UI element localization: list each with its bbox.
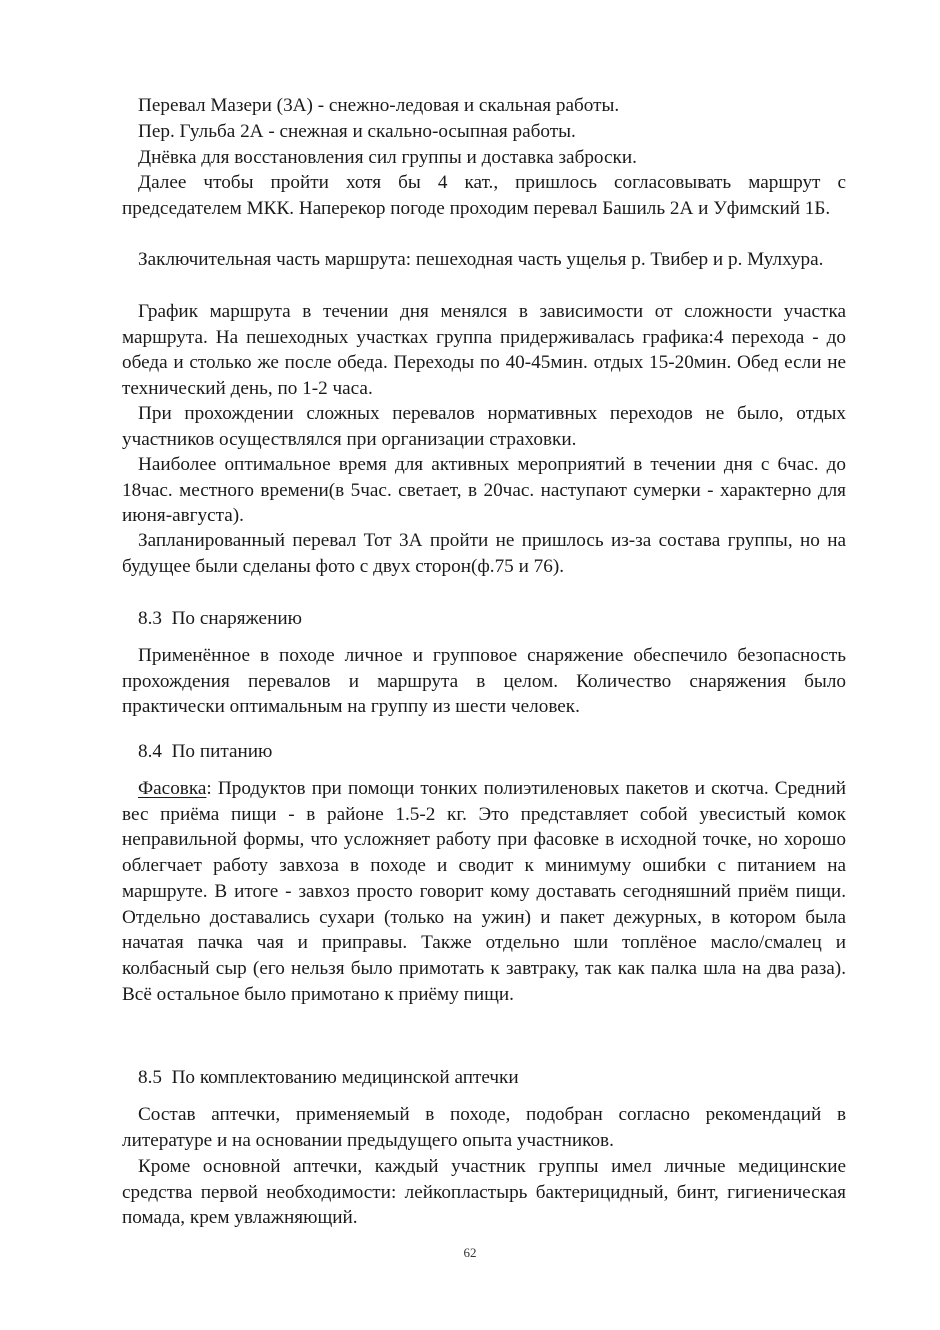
paragraph-mazeri-pass: Перевал Мазери (3А) - снежно-ледовая и скальная работы.	[138, 95, 620, 116]
paragraph-final-route-part: Заключительная часть маршрута: пешеходная часть ущелья р. Твибер и р. Мулхура.	[138, 249, 824, 270]
paragraph-food-packing	[122, 776, 846, 1007]
paragraph-rest-day: Днёвка для восстановления сил группы и доставка заброски.	[138, 147, 637, 168]
packing-text: : Продуктов при помощи тонких полиэтиленовых пакетов и скотча. Средний вес приёма пищи - в районе 1.5-2 кг. Это представляет собой увесистый комок неправильной формы, что усложняет работу при фасовке в исходной точке, но хорошо облегчает работу завхоза в походе и сводит к минимуму ошибки с питанием на маршруте. В итоге - завхоз просто говорит кому доставать сегодняшний приём пищи. Отдельно доставались сухари (только на ужин) и пакет дежурных, в котором была начатая пачка чая и приправы. Также отдельно шли топлёное масло/смалец и колбасный сыр (его нельзя было примотать к завтраку, так как палка шла на два раза). Всё остальное было примотано к приёму пищи.	[122, 778, 846, 1005]
paragraph-mkk-approval: Далее чтобы пройти хотя бы 4 кат., пришлось согласовывать маршрут с председателем МКК. Наперекор погоде проходим перевал Башиль 2А и Уфимский 1Б.	[122, 172, 846, 219]
section-heading-equipment: 8.3 По снаряжению	[138, 608, 302, 629]
section-heading-food: 8.4 По питанию	[138, 741, 273, 762]
paragraph-tot-pass: Запланированный перевал Тот 3А пройти не пришлось из-за состава группы, но на будущее были сделаны фото с двух сторон(ф.75 и 76).	[122, 530, 846, 577]
paragraph-route-schedule: График маршрута в течении дня менялся в зависимости от сложности участка маршрута. На пешеходных участках группа придерживалась графика:4 перехода - до обеда и столько же после обеда. Переходы по 40-45мин. отдых 15-20мин. Обед если не технический день, по 1-2 часа.	[122, 301, 846, 400]
paragraph-equipment: Применённое в походе личное и групповое снаряжение обеспечило безопасность прохождения перевалов и маршрута в целом. Количество снаряжения было практически оптимальным на группу из шести человек.	[122, 645, 846, 718]
page-number: 62	[463, 1245, 477, 1260]
section-heading-first-aid: 8.5 По комплектованию медицинской аптечки	[138, 1067, 519, 1088]
paragraph-difficult-passes: При прохождении сложных перевалов нормативных переходов не было, отдых участников осуществлялся при организации страховки.	[122, 403, 846, 450]
paragraph-first-aid-composition: Состав аптечки, применяемый в походе, подобран согласно рекомендаций в литературе и на основании предыдущего опыта участников.	[122, 1104, 846, 1151]
packing-term: Фасовка	[138, 778, 207, 799]
paragraph-personal-medical-kits: Кроме основной аптечки, каждый участник группы имел личные медицинские средства первой необходимости: лейкопластырь бактерицидный, бинт, гигиеническая помада, крем увлажняющий.	[122, 1156, 846, 1229]
paragraph-optimal-time: Наиболее оптимальное время для активных мероприятий в течении дня с 6час. до 18час. местного времени(в 5час. светает, в 20час. наступают сумерки - характерно для июня-августа).	[122, 454, 846, 527]
paragraph-gulba-pass: Пер. Гульба 2А - снежная и скально-осыпная работы.	[138, 121, 576, 142]
